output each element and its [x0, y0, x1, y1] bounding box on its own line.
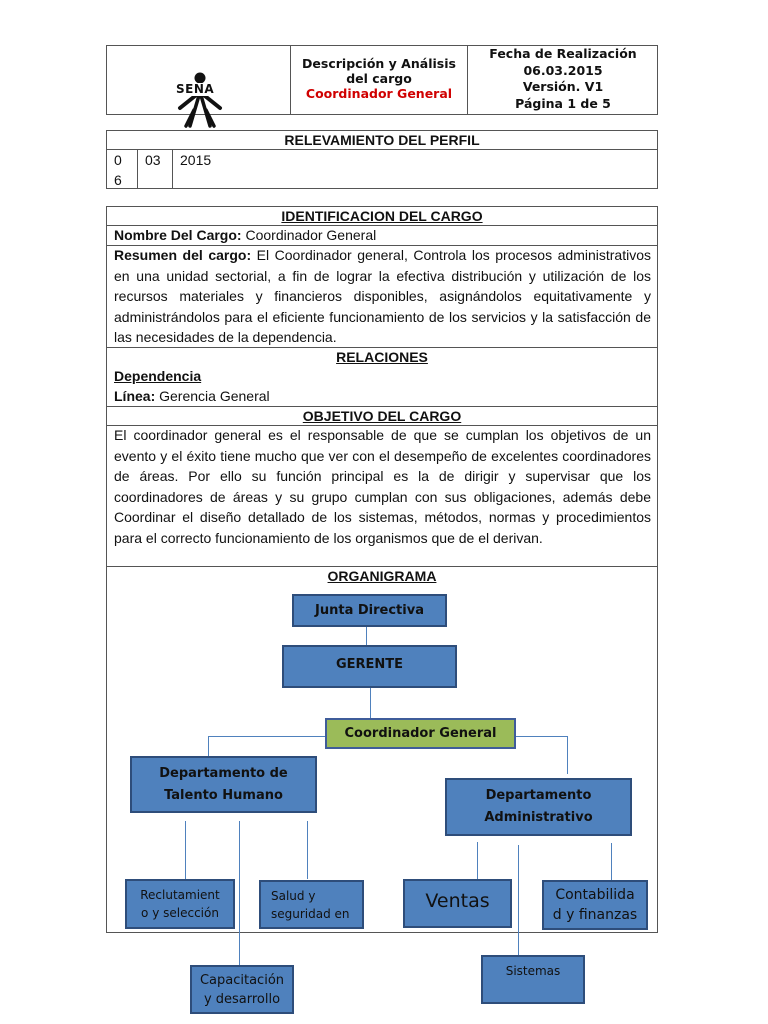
nombre-cargo-label: Nombre Del Cargo:	[114, 227, 242, 243]
header-page: Página 1 de 5	[515, 95, 611, 111]
dependencia-label: Dependencia	[114, 368, 202, 384]
linea-row	[114, 386, 270, 406]
node-gerente-label: GERENTE	[335, 657, 404, 672]
node-gerente	[282, 645, 457, 688]
relevamiento-col-divider-1	[137, 149, 138, 189]
node-salud-line2: seguridad en	[271, 907, 350, 921]
connector-salud	[307, 821, 308, 879]
node-sistemas-label: Sistemas	[505, 964, 561, 978]
connector-gerente-coord	[370, 688, 371, 718]
relevamiento-month: 03	[145, 152, 161, 168]
node-ventas-label: Ventas	[425, 890, 490, 912]
header-title-block	[291, 56, 467, 101]
node-reclut-line1: Reclutamient	[140, 888, 220, 902]
linea-label: Línea:	[114, 388, 156, 404]
node-reclut-line2: o y selección	[141, 906, 219, 920]
objetivo-text: El coordinador general es el responsable de que se cumplan los objetivos de un evento y el éxito tiene mucho que ver con el desempeño de excelentes coordinadores de áreas. Por ello su función principal es la de dirigir y supervisar que los coordinadores de áreas y su grupo cumplan con sus obligaciones, además debe Coordinar el diseño detallado de los sistemas, métodos, normas y procedimientos para el correcto funcionamiento de los organismos que de el derivan.	[114, 427, 651, 546]
header-title-line1: Descripción y Análisis	[302, 56, 456, 71]
sena-logo-text: SENA	[176, 82, 215, 96]
identificacion-title: IDENTIFICACION DEL CARGO	[281, 208, 483, 224]
node-contabilidad	[542, 880, 648, 930]
node-talento-humano	[130, 756, 317, 813]
nombre-cargo-row	[114, 225, 650, 245]
resumen-cargo	[114, 245, 651, 348]
node-admin-line2: Administrativo	[484, 810, 593, 825]
node-salud	[259, 880, 364, 929]
connector-ventas	[477, 842, 478, 879]
connector-capac	[239, 821, 240, 965]
header-date-label: Fecha de Realización	[489, 46, 637, 61]
relevamiento-col-divider-2	[172, 149, 173, 189]
node-reclutamiento	[125, 879, 235, 929]
node-conta-line1: Contabilida	[555, 887, 635, 903]
connector-left-drop	[208, 736, 209, 756]
sena-logo	[168, 70, 232, 130]
header-date-value: 06.03.2015	[523, 62, 603, 78]
node-sistemas	[481, 955, 585, 1004]
node-capacitacion	[190, 965, 294, 1014]
header-title-role: Coordinador General	[305, 86, 453, 101]
sena-logo-icon	[168, 70, 232, 130]
linea-value: Gerencia General	[155, 388, 270, 404]
node-coordinador-general: Coordinador General	[325, 718, 516, 749]
resumen-cargo-label: Resumen del cargo:	[114, 247, 252, 263]
objetivo-title: OBJETIVO DEL CARGO	[302, 408, 462, 424]
header-title-line2: del cargo	[346, 71, 412, 86]
connector-conta	[611, 843, 612, 880]
relevamiento-day-1: 0	[114, 152, 122, 168]
node-capac-line2: y desarrollo	[203, 992, 281, 1007]
nombre-cargo-value: Coordinador General	[241, 227, 377, 243]
relevamiento-title: RELEVAMIENTO DEL PERFIL	[284, 132, 480, 148]
resumen-cargo-value: El Coordinador general, Controla los procesos administrativos en una unidad sectorial, a fin de lograr la efectiva distribución y utilización de los recursos materiales y financieros disponibles, asignándolos equitativamente y administrándolos para el eficiente funcionamiento de los servicios y la satisfacción de las necesidades de la dependencia.	[114, 247, 651, 346]
relevamiento-day-2: 6	[114, 172, 122, 188]
header-version: Versión. V1	[522, 79, 604, 94]
node-conta-line2: d y finanzas	[552, 907, 638, 923]
header-meta-block	[468, 45, 658, 112]
node-junta-directiva: Junta Directiva	[292, 594, 447, 627]
node-ventas	[403, 879, 512, 928]
connector-sistemas	[518, 845, 519, 955]
relaciones-title: RELACIONES	[336, 349, 428, 365]
node-administrativo	[445, 778, 632, 836]
connector-right-drop	[567, 736, 568, 774]
relevamiento-year: 2015	[180, 152, 212, 168]
node-talento-line2: Talento Humano	[164, 787, 283, 803]
node-capac-line1: Capacitación	[199, 973, 285, 988]
organigrama-title: ORGANIGRAMA	[327, 568, 437, 584]
node-admin-line1: Departamento	[485, 788, 592, 803]
node-salud-line1: Salud y	[271, 889, 316, 903]
connector-reclut	[185, 821, 186, 879]
connector-junta-gerente	[366, 626, 367, 645]
node-talento-line1: Departamento de	[159, 765, 288, 781]
